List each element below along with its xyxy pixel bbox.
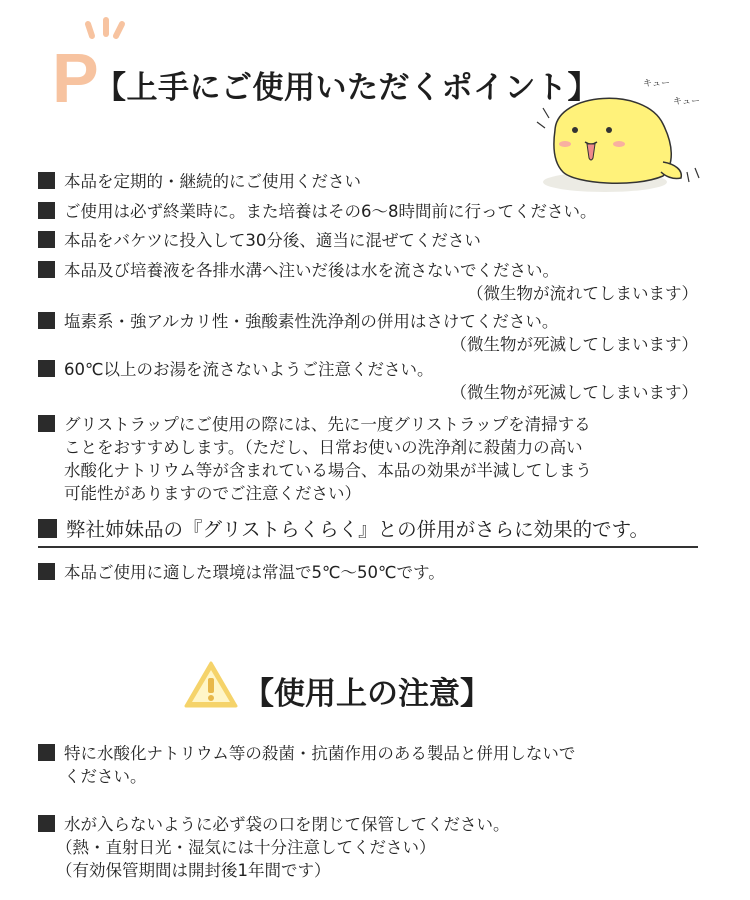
point-item-4: 本品及び培養液を各排水溝へ注いだ後は水を流さないでください。 [38,260,559,282]
point-item-1: 本品を定期的・継続的にご使用ください [38,171,361,193]
point-item-2: ご使用は必ず終業時に。また培養はその6～8時間前に行ってください。 [38,201,597,223]
bullet-square-icon [38,231,55,248]
divider [38,546,698,548]
caution-item-1: 特に水酸化ナトリウム等の殺菌・抗菌作用のある製品と併用しないで [38,743,575,765]
caution-item-1-cont: ください。 [64,767,147,786]
bullet-square-icon [38,519,57,538]
points-title: 【上手にご使用いただくポイント】 [95,70,599,106]
point-item-6-note: （微生物が死滅してしまいます） [450,383,698,402]
caution-item-2-cont-2: （有効保管期間は開封後1年間です） [56,861,331,880]
svg-text:キュー: キュー [643,79,671,89]
point-item-7-cont-2: 水酸化ナトリウム等が含まれている場合、本品の効果が半減してしまう [64,461,592,480]
point-item-6: 60℃以上のお湯を流さないようご注意ください。 [38,359,434,381]
point-item-7: グリストラップにご使用の際には、先に一度グリストラップを清掃する [38,414,591,436]
point-item-4-note: （微生物が流れてしまいます） [467,284,698,303]
bullet-square-icon [38,815,55,832]
point-item-5-note: （微生物が死滅してしまいます） [450,335,698,354]
bullet-square-icon [38,360,55,377]
bullet-square-icon [38,312,55,329]
caution-item-2: 水が入らないように必ず袋の口を閉じて保管してください。 [38,814,510,836]
point-item-7-cont-3: 可能性がありますのでご注意ください） [64,484,361,503]
point-item-7-cont-1: ことをおすすめします。（ただし、日常お使いの洗浄剤に殺菌力の高い [64,438,583,457]
bullet-square-icon [38,202,55,219]
point-item-3: 本品をバケツに投入して30分後、適当に混ぜてください [38,230,481,252]
sister-product-highlight: 弊社姉妹品の『グリストらくらく』との併用がさらに効果的です。 [38,517,649,543]
temperature-note: 本品ご使用に適した環境は常温で5℃～50℃です。 [38,562,445,584]
point-item-5: 塩素系・強アルカリ性・強酸素性洗浄剤の併用はさけてください。 [38,311,558,333]
bullet-square-icon [38,744,55,761]
mascot-chick-icon [535,72,745,202]
caution-title: 【使用上の注意】 [243,676,491,712]
svg-text:キュー: キュー [673,97,701,107]
bullet-square-icon [38,415,55,432]
caution-item-2-cont-1: （熱・直射日光・湿気には十分注意してください） [56,838,436,857]
svg-text:P: P [52,39,99,110]
bullet-square-icon [38,563,55,580]
bullet-square-icon [38,261,55,278]
bullet-square-icon [38,172,55,189]
warning-icon [183,660,239,710]
